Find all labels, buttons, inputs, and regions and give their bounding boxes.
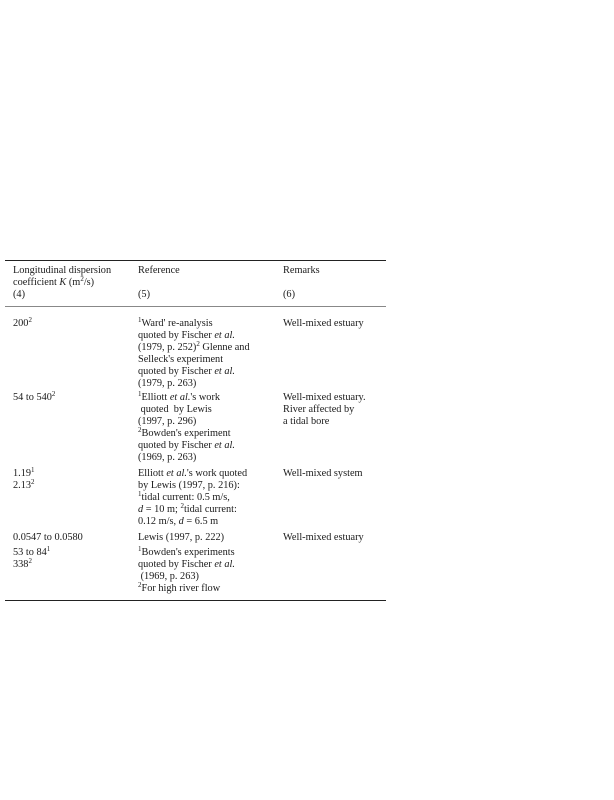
row1-remark: Well-mixed estuary <box>283 318 364 329</box>
row1-reference: $^1$Ward' re-analysis quoted by Fischer et al. (1979, p. 252)$^2$ Glenne and Selleck's experiment quoted by Fischer et al. (1979, p. 263) <box>138 316 250 389</box>
table-header-rule <box>5 306 386 307</box>
row2-k-value: 54 to $540^2$ <box>13 390 56 403</box>
row3-k-value: 1.19$^1$ 2.13$^2$ <box>13 466 35 491</box>
row1-k-value: $200^2$ <box>13 316 32 329</box>
table-top-rule <box>5 260 386 261</box>
row2-reference: $^1$Elliott et al.'s work quoted by Lewis (1997, p. 296) $^2$Bowden's experiment quoted by Fischer et al. (1969, p. 263) <box>138 390 235 463</box>
header-dispersion-coefficient: Longitudinal dispersion coefficient K $(m^2/s)$ (4) <box>13 265 112 300</box>
row2-remark: Well-mixed estuary. River affected by a tidal bore <box>283 392 366 427</box>
row4-remark: Well-mixed estuary <box>283 532 364 543</box>
row5-k-value: 53 to $84^1$ $338^2$ <box>13 545 51 570</box>
row4-reference: Lewis (1997, p. 222) <box>138 532 225 543</box>
row3-reference: Elliott et al.'s work quoted by Lewis (1997, p. 216): $^1$tidal current: 0.5 m/s, d = 10 m; $^2$tidal current: 0.12 m/s, d = 6.5 m <box>138 468 248 527</box>
table-bottom-rule <box>5 600 386 601</box>
row4-k-value: 0.0547 to 0.0580 <box>13 532 83 543</box>
header-reference: Reference (5) <box>138 265 180 300</box>
header-remarks: Remarks (6) <box>283 265 320 300</box>
row5-reference: $^1$Bowden's experiments quoted by Fischer et al. (1969, p. 263) $^2$For high river flow <box>138 545 235 594</box>
row3-remark: Well-mixed system <box>283 468 363 479</box>
